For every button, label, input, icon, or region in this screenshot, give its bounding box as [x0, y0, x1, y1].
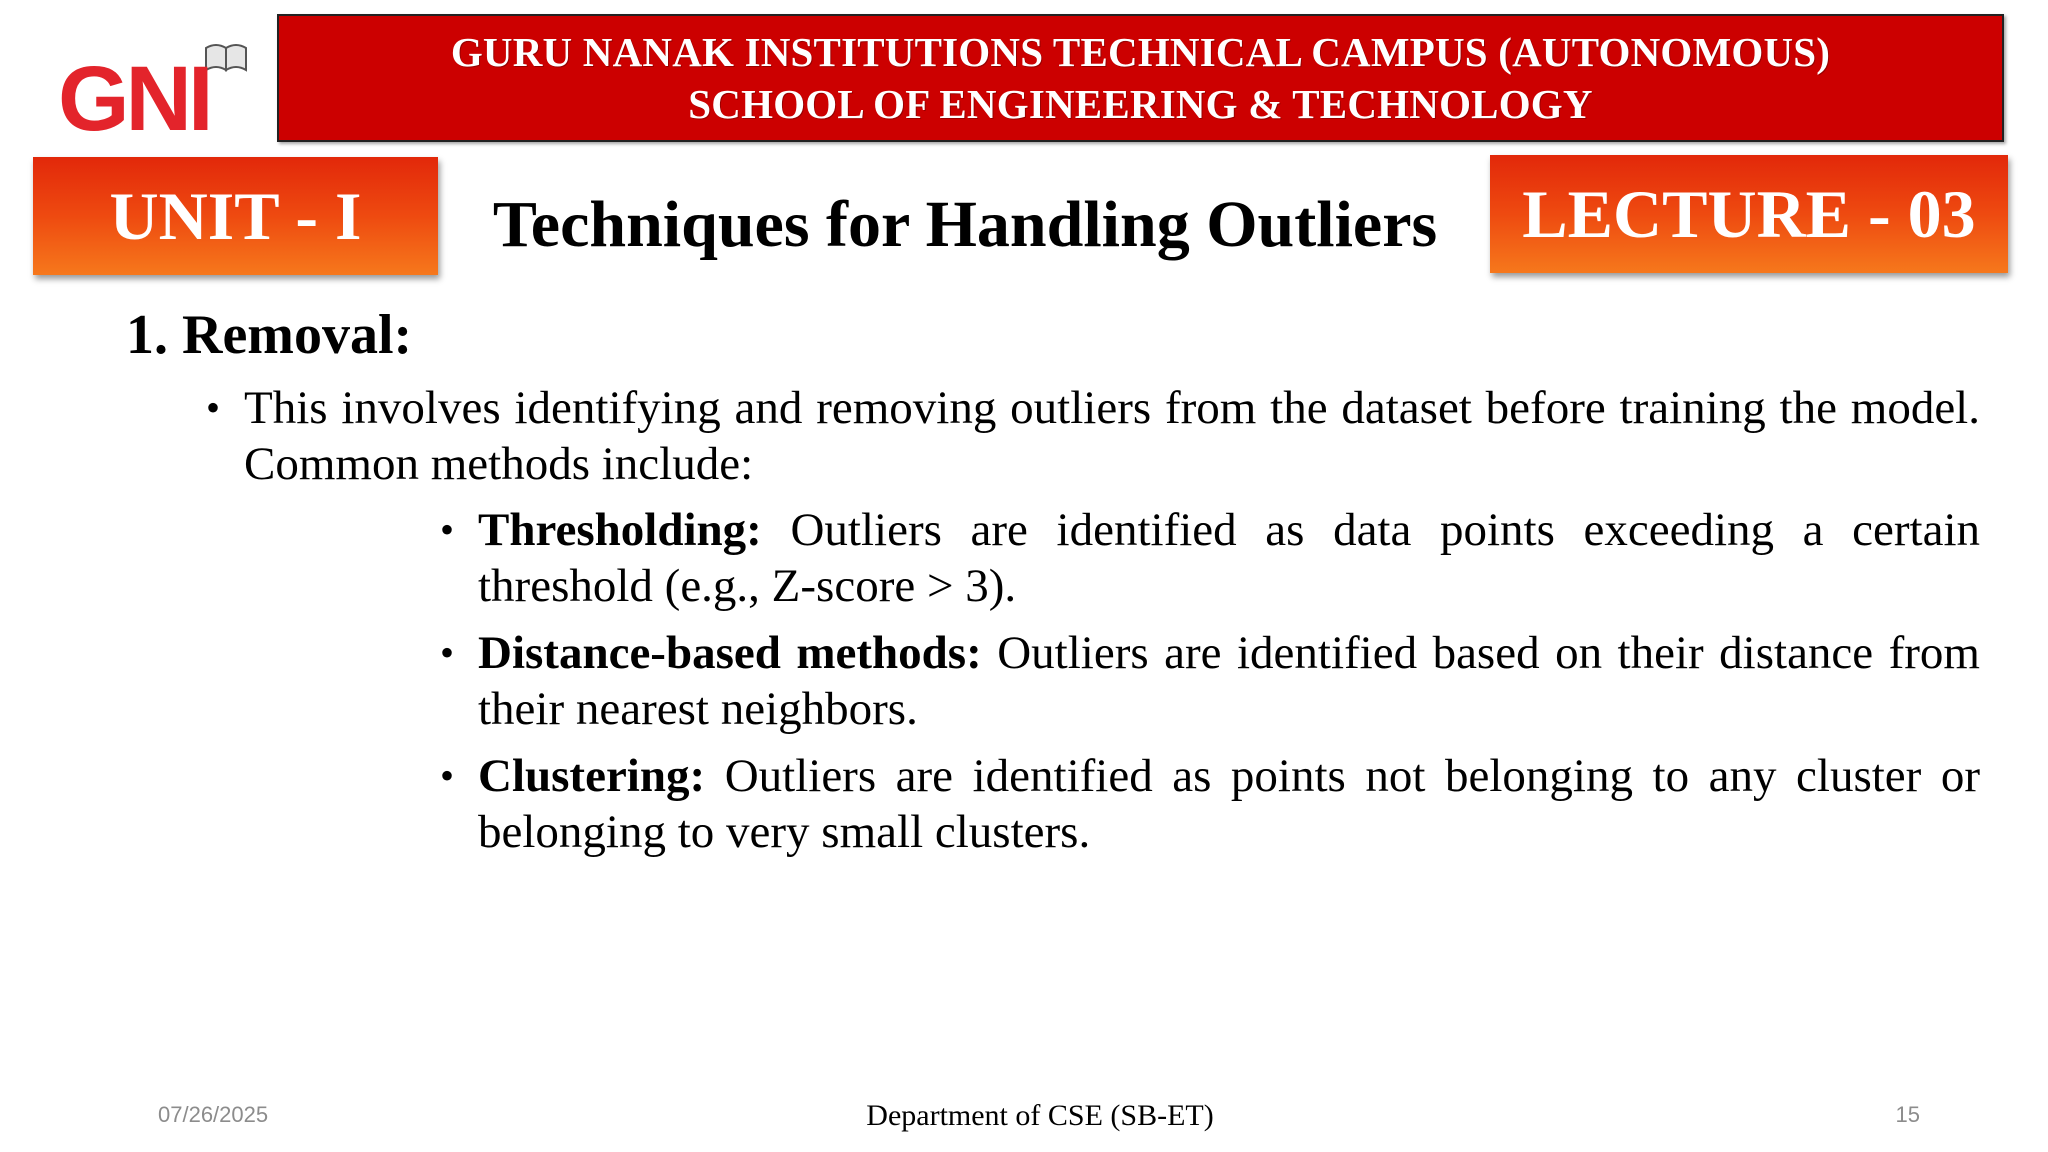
unit-badge: UNIT - I	[33, 157, 438, 275]
method-term: Thresholding:	[478, 504, 762, 556]
gni-logo	[58, 26, 248, 138]
institution-name: GURU NANAK INSTITUTIONS TECHNICAL CAMPUS (AUTONOMOUS)	[450, 29, 1831, 75]
method-term: Distance-based methods:	[478, 627, 982, 679]
book-icon	[206, 45, 246, 70]
method-text: Outliers are identified as points not belonging to any cluster or belonging to very small clusters.	[478, 750, 1980, 858]
method-bullet-clustering	[440, 748, 1980, 860]
method-bullet-thresholding	[440, 502, 1981, 614]
method-text: Outliers are identified as data points exceeding a certain threshold (e.g., Z-score > 3).	[478, 504, 1981, 612]
page-number: 15	[1895, 1102, 1920, 1127]
school-name: SCHOOL OF ENGINEERING & TECHNOLOGY	[688, 81, 1593, 127]
gni-logo-graphic	[58, 26, 248, 138]
bullet-dot: •	[440, 507, 455, 552]
intro-text: This involves identifying and removing outliers from the dataset before training the model. Common methods include:	[244, 382, 1980, 490]
bullet-dot: •	[440, 630, 455, 675]
institution-banner	[277, 14, 2004, 142]
footer-department: Department of CSE (SB-ET)	[866, 1099, 1214, 1132]
method-term: Clustering:	[478, 750, 706, 802]
intro-bullet	[206, 380, 1980, 492]
logo-text: GNI	[58, 48, 210, 138]
bullet-dot: •	[440, 753, 455, 798]
method-bullet-distance	[440, 625, 1980, 737]
footer-date: 07/26/2025	[158, 1102, 269, 1127]
slide-title: Techniques for Handling Outliers	[492, 188, 1438, 261]
section-heading: 1. Removal:	[126, 304, 413, 366]
method-text: Outliers are identified based on their distance from their nearest neighbors.	[478, 627, 1980, 735]
lecture-badge: LECTURE - 03	[1490, 155, 2008, 273]
bullet-dot: •	[206, 385, 221, 430]
